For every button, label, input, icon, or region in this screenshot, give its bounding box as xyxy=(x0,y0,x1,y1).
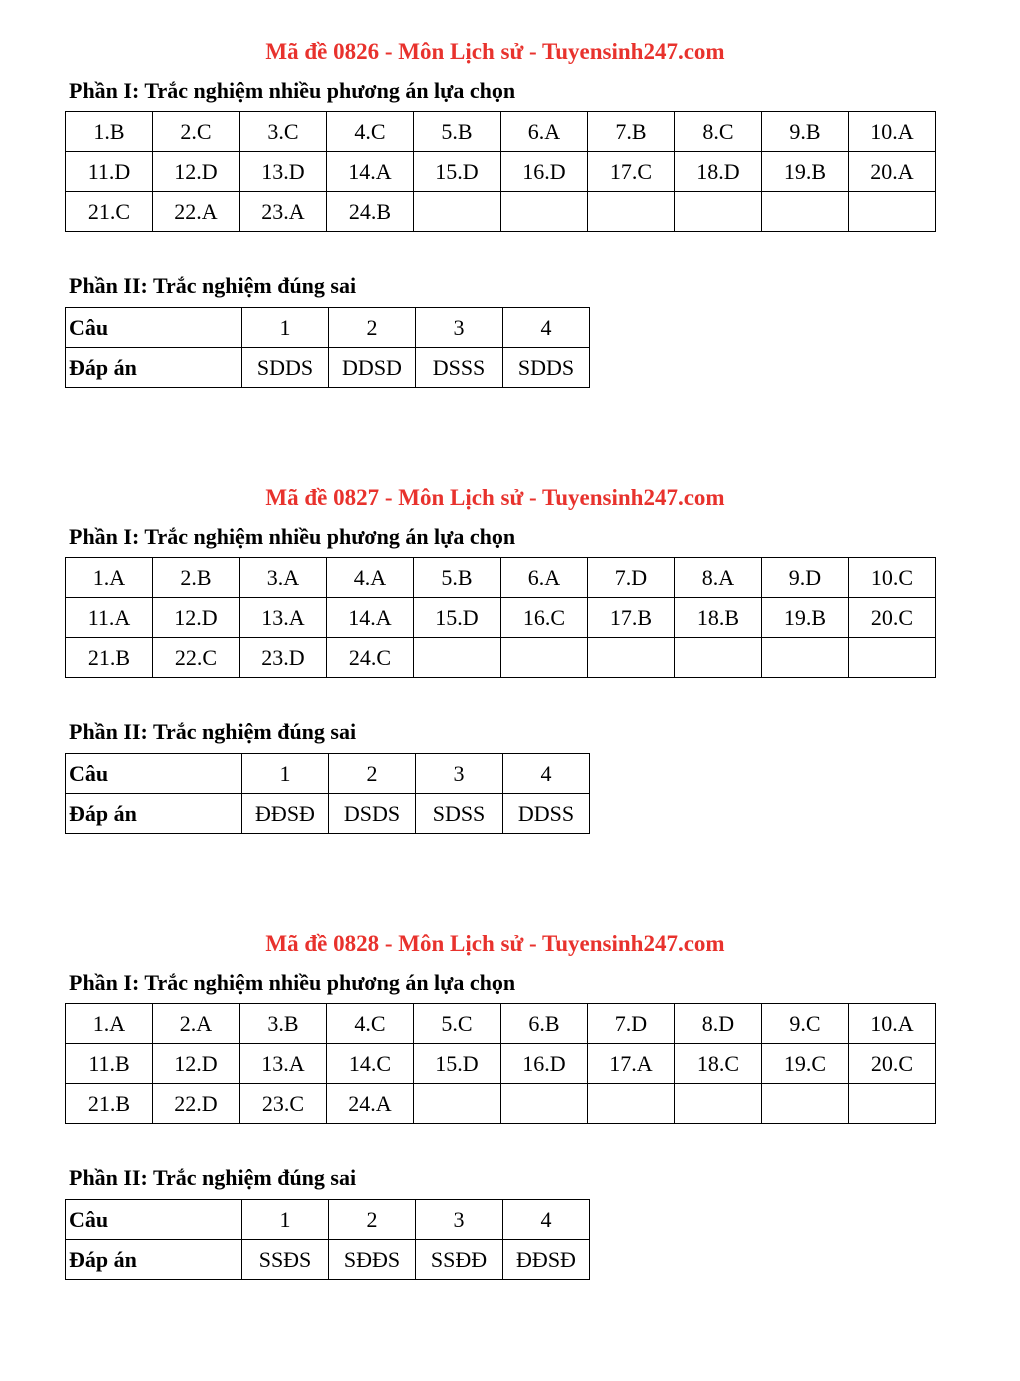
part1-heading: Phần I: Trắc nghiệm nhiều phương án lựa chọn xyxy=(69,970,516,995)
answer-cell: 18.D xyxy=(675,152,762,192)
answer-cell: SĐĐS xyxy=(329,1240,416,1280)
table-row xyxy=(66,558,936,598)
question-number: 1 xyxy=(242,754,329,794)
answer-cell: 9.B xyxy=(762,112,849,152)
answer-cell: 24.C xyxy=(327,638,414,678)
table-row xyxy=(66,1044,936,1084)
answer-cell: 5.B xyxy=(414,112,501,152)
table-row xyxy=(66,1200,590,1240)
part1-heading: Phần I: Trắc nghiệm nhiều phương án lựa chọn xyxy=(69,524,516,549)
answer-cell: 1.A xyxy=(66,1004,153,1044)
question-number: 1 xyxy=(242,1200,329,1240)
exam-title: Mã đề 0826 - Môn Lịch sử - Tuyensinh247.com xyxy=(265,39,725,64)
answer-cell: 12.D xyxy=(153,598,240,638)
answer-cell xyxy=(849,1084,936,1124)
answer-cell: 22.D xyxy=(153,1084,240,1124)
table-row xyxy=(66,348,590,388)
table-row xyxy=(66,152,936,192)
answer-cell: 5.B xyxy=(414,558,501,598)
answer-cell xyxy=(414,192,501,232)
table-row xyxy=(66,794,590,834)
answer-label: Đáp án xyxy=(66,348,242,388)
answer-cell: SSĐS xyxy=(242,1240,329,1280)
answer-cell: 19.B xyxy=(762,598,849,638)
answer-cell: 14.C xyxy=(327,1044,414,1084)
question-number: 2 xyxy=(329,754,416,794)
answer-cell: 24.B xyxy=(327,192,414,232)
multiple-choice-table xyxy=(65,557,936,678)
answer-cell: 22.A xyxy=(153,192,240,232)
question-number: 3 xyxy=(416,308,503,348)
answer-cell: 13.A xyxy=(240,1044,327,1084)
answer-cell xyxy=(501,638,588,678)
answer-cell: 23.D xyxy=(240,638,327,678)
answer-cell: 6.B xyxy=(501,1004,588,1044)
question-number: 2 xyxy=(329,1200,416,1240)
answer-cell: 6.A xyxy=(501,558,588,598)
answer-cell: 1.A xyxy=(66,558,153,598)
table-row xyxy=(66,598,936,638)
question-number: 4 xyxy=(503,308,590,348)
answer-cell: 3.B xyxy=(240,1004,327,1044)
question-number: 3 xyxy=(416,1200,503,1240)
answer-cell: 7.D xyxy=(588,558,675,598)
multiple-choice-table xyxy=(65,1003,936,1124)
answer-cell: 9.D xyxy=(762,558,849,598)
answer-cell: 2.A xyxy=(153,1004,240,1044)
answer-cell: 2.B xyxy=(153,558,240,598)
answer-cell: 16.D xyxy=(501,1044,588,1084)
answer-cell: 4.A xyxy=(327,558,414,598)
answer-cell: 2.C xyxy=(153,112,240,152)
answer-cell xyxy=(588,1084,675,1124)
answer-cell: 8.A xyxy=(675,558,762,598)
part2-heading: Phần II: Trắc nghiệm đúng sai xyxy=(69,719,357,744)
true-false-table xyxy=(65,1199,590,1280)
answer-label: Đáp án xyxy=(66,1240,242,1280)
table-row xyxy=(66,1084,936,1124)
answer-cell: 7.D xyxy=(588,1004,675,1044)
exam-title: Mã đề 0828 - Môn Lịch sử - Tuyensinh247.com xyxy=(265,931,725,956)
answer-cell: 11.D xyxy=(66,152,153,192)
answer-cell: 16.C xyxy=(501,598,588,638)
answer-cell: 15.D xyxy=(414,152,501,192)
multiple-choice-table xyxy=(65,111,936,232)
answer-cell: 9.C xyxy=(762,1004,849,1044)
answer-cell: 15.D xyxy=(414,598,501,638)
answer-cell xyxy=(675,638,762,678)
answer-cell: 6.A xyxy=(501,112,588,152)
answer-cell: 10.A xyxy=(849,1004,936,1044)
answer-cell xyxy=(675,1084,762,1124)
answer-cell: 17.C xyxy=(588,152,675,192)
answer-cell: DSDS xyxy=(329,794,416,834)
answer-cell: SDSS xyxy=(416,794,503,834)
answer-cell: 11.B xyxy=(66,1044,153,1084)
answer-cell: SDDS xyxy=(503,348,590,388)
answer-cell: 17.B xyxy=(588,598,675,638)
answer-cell: 24.A xyxy=(327,1084,414,1124)
answer-cell: ĐĐSĐ xyxy=(242,794,329,834)
question-number: 1 xyxy=(242,308,329,348)
answer-cell: 4.C xyxy=(327,112,414,152)
answer-label: Đáp án xyxy=(66,794,242,834)
answer-cell: ĐĐSĐ xyxy=(503,1240,590,1280)
answer-cell: 3.C xyxy=(240,112,327,152)
answer-cell: 14.A xyxy=(327,152,414,192)
part2-heading: Phần II: Trắc nghiệm đúng sai xyxy=(69,1165,357,1190)
answer-cell: 11.A xyxy=(66,598,153,638)
answer-cell xyxy=(849,638,936,678)
answer-cell: 18.B xyxy=(675,598,762,638)
question-label: Câu xyxy=(66,754,242,794)
answer-cell xyxy=(849,192,936,232)
answer-cell: 13.A xyxy=(240,598,327,638)
answer-cell: SSĐĐ xyxy=(416,1240,503,1280)
answer-cell: DSSS xyxy=(416,348,503,388)
part1-heading: Phần I: Trắc nghiệm nhiều phương án lựa chọn xyxy=(69,78,516,103)
answer-cell: 19.B xyxy=(762,152,849,192)
answer-cell: 10.A xyxy=(849,112,936,152)
answer-cell xyxy=(675,192,762,232)
true-false-table xyxy=(65,307,590,388)
answer-cell: DDSS xyxy=(503,794,590,834)
question-number: 3 xyxy=(416,754,503,794)
table-row xyxy=(66,112,936,152)
answer-cell: 20.A xyxy=(849,152,936,192)
answer-cell: 16.D xyxy=(501,152,588,192)
answer-cell: 15.D xyxy=(414,1044,501,1084)
table-row xyxy=(66,754,590,794)
answer-cell: 22.C xyxy=(153,638,240,678)
answer-cell xyxy=(414,1084,501,1124)
answer-cell: 12.D xyxy=(153,1044,240,1084)
true-false-table xyxy=(65,753,590,834)
answer-cell: 14.A xyxy=(327,598,414,638)
answer-cell xyxy=(588,192,675,232)
answer-cell: 20.C xyxy=(849,1044,936,1084)
answer-cell: DDSD xyxy=(329,348,416,388)
question-label: Câu xyxy=(66,308,242,348)
answer-cell: 8.C xyxy=(675,112,762,152)
answer-cell: 8.D xyxy=(675,1004,762,1044)
answer-cell: 23.C xyxy=(240,1084,327,1124)
question-number: 4 xyxy=(503,754,590,794)
answer-cell: 4.C xyxy=(327,1004,414,1044)
answer-cell: 7.B xyxy=(588,112,675,152)
answer-cell xyxy=(588,638,675,678)
answer-cell: 13.D xyxy=(240,152,327,192)
answer-cell: 21.B xyxy=(66,1084,153,1124)
answer-cell xyxy=(762,638,849,678)
answer-cell: SDDS xyxy=(242,348,329,388)
question-number: 2 xyxy=(329,308,416,348)
answer-cell xyxy=(501,192,588,232)
table-row xyxy=(66,638,936,678)
exam-title: Mã đề 0827 - Môn Lịch sử - Tuyensinh247.com xyxy=(265,485,725,510)
table-row xyxy=(66,1004,936,1044)
answer-cell: 10.C xyxy=(849,558,936,598)
answer-cell xyxy=(762,1084,849,1124)
answer-cell: 3.A xyxy=(240,558,327,598)
question-number: 4 xyxy=(503,1200,590,1240)
part2-heading: Phần II: Trắc nghiệm đúng sai xyxy=(69,273,357,298)
answer-cell xyxy=(501,1084,588,1124)
answer-cell: 18.C xyxy=(675,1044,762,1084)
answer-cell: 21.B xyxy=(66,638,153,678)
answer-cell: 20.C xyxy=(849,598,936,638)
table-row xyxy=(66,1240,590,1280)
answer-cell xyxy=(414,638,501,678)
answer-cell: 23.A xyxy=(240,192,327,232)
answer-cell xyxy=(762,192,849,232)
answer-cell: 17.A xyxy=(588,1044,675,1084)
answer-cell: 1.B xyxy=(66,112,153,152)
answer-cell: 5.C xyxy=(414,1004,501,1044)
question-label: Câu xyxy=(66,1200,242,1240)
answer-cell: 19.C xyxy=(762,1044,849,1084)
answer-cell: 21.C xyxy=(66,192,153,232)
table-row xyxy=(66,308,590,348)
answer-cell: 12.D xyxy=(153,152,240,192)
table-row xyxy=(66,192,936,232)
